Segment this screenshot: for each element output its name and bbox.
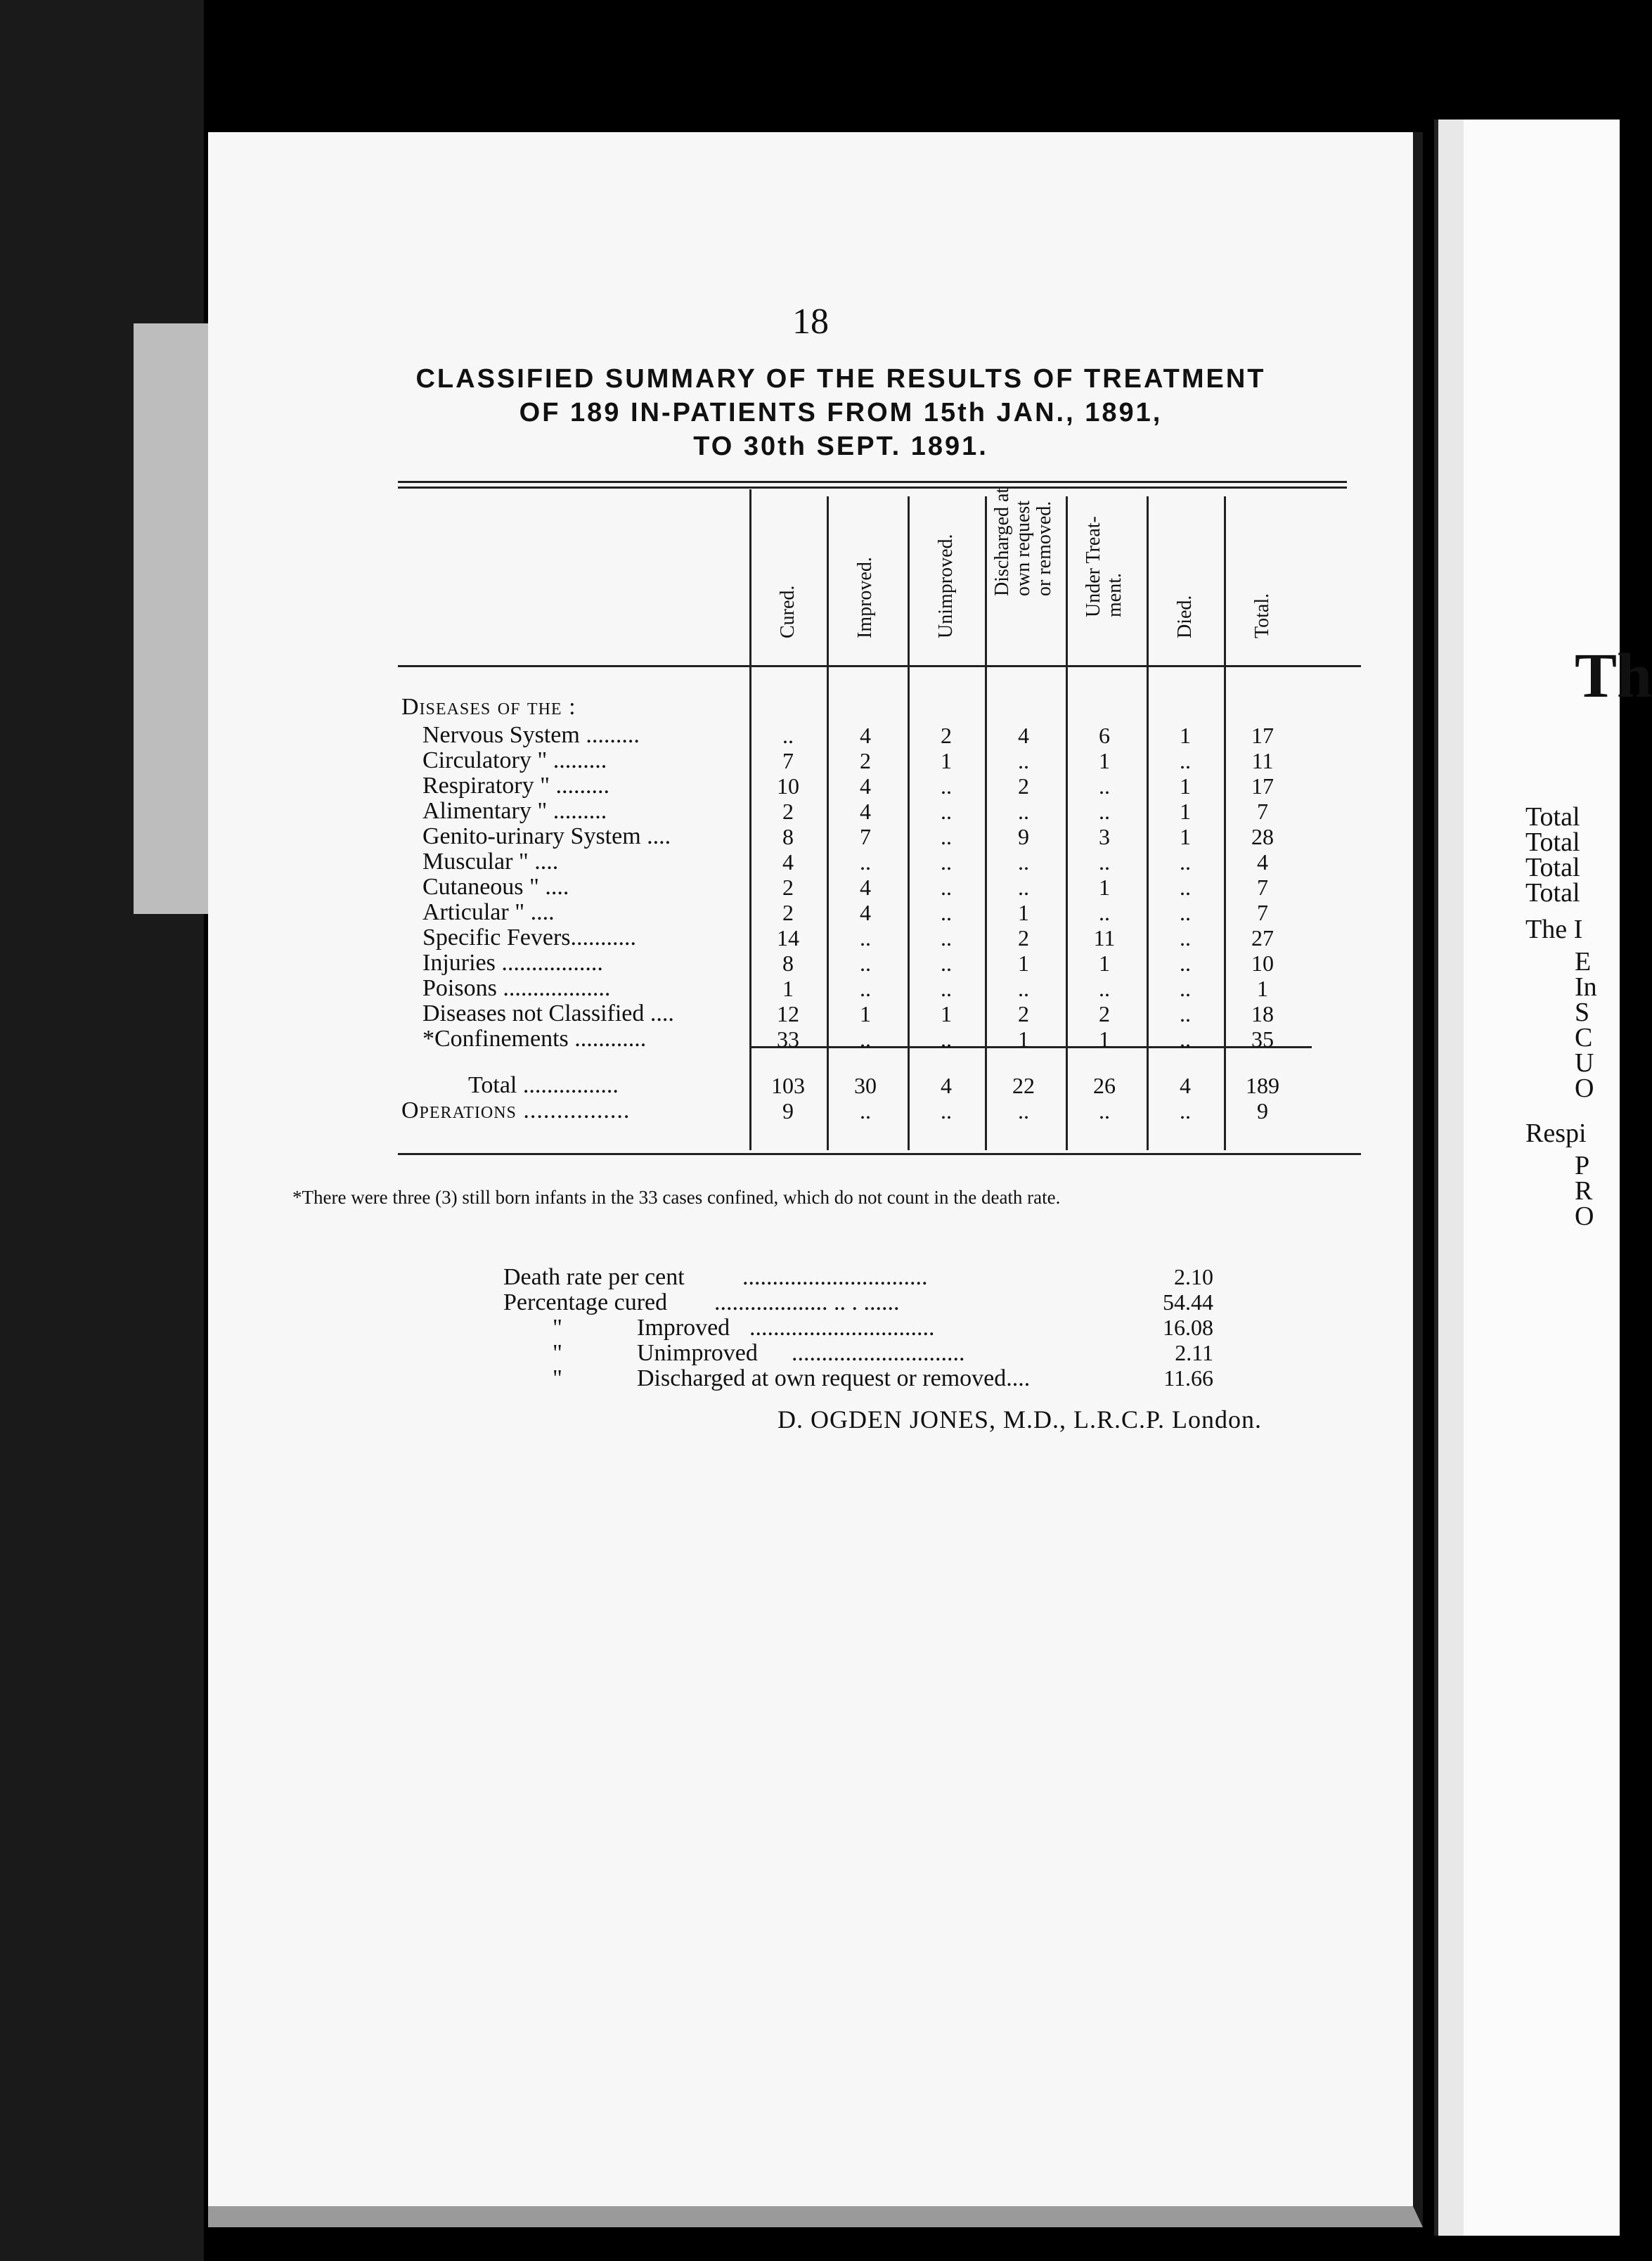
table-row-cell: 2 [782,799,794,824]
facing-page-line: C [1575,1023,1593,1052]
table-row-label: Poisons .................. [422,975,611,1001]
table-row-cell: 1 [860,1001,871,1026]
facing-page-line: In [1575,972,1597,1002]
table-row-cell: .. [1018,799,1029,824]
operations-row-cell: 9 [1257,1098,1268,1123]
table-row-cell: .. [1180,875,1191,900]
table-row-cell: 1 [1018,951,1029,976]
table-row-cell: .. [941,1026,952,1052]
facing-page-line: P [1575,1151,1590,1180]
stat-value: 2.10 [1174,1264,1213,1289]
column-header-label: Under Treat- ment. [1083,516,1125,617]
table-row-cell: .. [860,849,871,875]
table-row-cell: 10 [1251,951,1274,976]
table-row-cell: 8 [782,824,794,849]
table-row-cell: 7 [1257,799,1268,824]
total-row-cell: 4 [1180,1073,1191,1098]
table-row-cell: .. [1180,900,1191,925]
stat-prefix: Death rate per cent [503,1264,685,1290]
table-row-cell: 4 [860,773,871,799]
table-row-cell: 10 [777,773,799,799]
table-row-cell: 2 [1018,773,1029,799]
stat-prefix: " [553,1315,562,1341]
facing-page-line: O [1575,1202,1594,1231]
total-row-cell: 189 [1246,1073,1279,1098]
table-row-cell: .. [1099,773,1110,799]
table-row-cell: .. [1018,748,1029,773]
table-row-cell: 2 [860,748,871,773]
table-row-cell: 1 [1257,976,1268,1001]
table-row-cell: 2 [1018,1001,1029,1026]
page-number: 18 [792,302,829,342]
table-rule [398,665,1361,667]
table-row-cell: 17 [1251,773,1274,799]
table-row-cell: .. [1099,900,1110,925]
book-spine [1434,120,1464,2236]
table-row-cell: 4 [782,849,794,875]
stat-leader-dots: ............................... [742,1264,928,1290]
page-title-line-3: TO 30th SEPT. 1891. [693,432,988,461]
table-row-label: Cutaneous " .... [422,874,569,900]
table-row-cell: 1 [1018,1026,1029,1052]
table-row-cell: 28 [1251,824,1274,849]
total-row-cell: 26 [1093,1073,1116,1098]
table-row-cell: 2 [941,723,952,748]
table-row-cell: .. [941,799,952,824]
facing-page-line: O [1575,1074,1594,1103]
stat-prefix: " [553,1340,562,1366]
table-row-cell: 3 [1099,824,1110,849]
table-row-cell: .. [941,925,952,951]
table-row-cell: 1 [1099,951,1110,976]
facing-page-line: Total [1525,878,1580,908]
table-row-cell: .. [1099,799,1110,824]
table-row-cell: 1 [1180,773,1191,799]
facing-page-line: Total [1525,802,1580,832]
table-row-cell: 1 [1018,900,1029,925]
table-row-cell: 9 [1018,824,1029,849]
table-row-label: Muscular " .... [422,849,559,875]
table-row-label: Circulatory " ......... [422,747,607,773]
table-row-cell: 4 [1257,849,1268,875]
document-page [208,132,1423,2227]
total-row-label: Total ................ [468,1072,619,1098]
stat-value: 11.66 [1163,1365,1213,1391]
total-row-cell: 30 [854,1073,877,1098]
table-row-cell: 14 [777,925,799,951]
table-row-cell: .. [941,951,952,976]
table-row-cell: 7 [860,824,871,849]
facing-page-line: Respi [1525,1119,1587,1148]
stat-label: Discharged at own request or removed.... [637,1365,1031,1391]
page-title-line-2: OF 189 IN-PATIENTS FROM 15th JAN., 1891, [519,398,1163,427]
table-row-cell: .. [1180,1001,1191,1026]
table-row-cell: 8 [782,951,794,976]
table-row-cell: 1 [782,976,794,1001]
table-row-cell: 4 [860,799,871,824]
operations-row-cell: .. [860,1098,871,1123]
stat-label: Improved [637,1315,730,1341]
column-header [749,498,827,659]
table-row-cell: .. [1018,875,1029,900]
facing-page-line: U [1575,1048,1594,1078]
table-row-cell: .. [941,824,952,849]
column-header [827,498,904,659]
table-row-cell: 4 [860,723,871,748]
table-row-cell: 4 [860,875,871,900]
table-row-cell: 27 [1251,925,1274,951]
table-row-cell: .. [860,951,871,976]
table-row-label: Nervous System ......... [422,722,640,748]
table-row-cell: 2 [782,900,794,925]
page-title-line-1: CLASSIFIED SUMMARY OF THE RESULTS OF TREATMENT [415,364,1266,394]
stat-leader-dots: ................... .. . ...... [714,1289,900,1315]
table-row-cell: .. [1180,1026,1191,1052]
table-row-cell: .. [860,925,871,951]
stat-prefix: " [553,1365,562,1391]
table-rule [398,487,1347,489]
total-row-cell: 4 [941,1073,952,1098]
table-row-cell: .. [860,1026,871,1052]
table-row-cell: .. [1180,976,1191,1001]
table-rule [398,1153,1361,1155]
column-header-label: Cured. [777,585,799,638]
table-row-cell: .. [941,875,952,900]
table-row-cell: 4 [1018,723,1029,748]
table-row-cell: 11 [1251,748,1274,773]
table-row-cell: .. [941,849,952,875]
table-row-cell: 2 [1099,1001,1110,1026]
operations-row-cell: .. [1180,1098,1191,1123]
column-header [985,487,1062,659]
table-row-cell: 1 [1099,1026,1110,1052]
table-row-cell: 17 [1251,723,1274,748]
table-row-label: Diseases not Classified .... [422,1000,674,1026]
scan-background-band [134,323,211,914]
facing-page-line: Total [1525,827,1580,857]
stat-leader-dots: ............................. [792,1340,965,1366]
table-row-cell: .. [1099,976,1110,1001]
signature: D. OGDEN JONES, M.D., L.R.C.P. London. [777,1405,1263,1434]
column-header [1224,498,1301,659]
stat-value: 16.08 [1163,1315,1213,1340]
facing-page-line: R [1575,1176,1593,1206]
table-row-cell: 1 [1180,799,1191,824]
table-row-cell: .. [1180,748,1191,773]
facing-page [1434,120,1652,2236]
facing-page-line: Total [1525,853,1580,882]
column-header-label: Total. [1251,593,1273,638]
table-row-cell: .. [1180,925,1191,951]
total-row-cell: 22 [1012,1073,1035,1098]
table-row-cell: .. [941,900,952,925]
table-row-label: Genito-urinary System .... [422,823,671,849]
operations-row-cell: .. [1018,1098,1029,1123]
table-row-label: Injuries ................. [422,950,603,976]
table-row-label: *Confinements ............ [422,1026,647,1052]
table-row-cell: 18 [1251,1001,1274,1026]
operations-row-cell: 9 [782,1098,794,1123]
table-row-cell: 7 [1257,875,1268,900]
table-row-cell: 35 [1251,1026,1274,1052]
table-row-cell: .. [941,773,952,799]
table-row-cell: .. [1180,951,1191,976]
facing-page-line: S [1575,998,1590,1027]
column-header [1066,498,1143,659]
facing-page-line: The I [1525,915,1583,944]
facing-page-initial: Th [1575,641,1652,711]
stat-label: Unimproved [637,1340,758,1366]
table-row-cell: .. [941,976,952,1001]
table-row-cell: 33 [777,1026,799,1052]
operations-row-cell: .. [941,1098,952,1123]
table-row-cell: .. [782,723,794,748]
table-row-cell: .. [1018,976,1029,1001]
table-row-cell: 2 [1018,925,1029,951]
stat-prefix: Percentage cured [503,1289,668,1315]
table-rule [398,481,1347,483]
column-header [1147,498,1224,659]
table-row-cell: 2 [782,875,794,900]
table-row-label: Specific Fevers........... [422,925,637,951]
column-header-label: Discharged at own request or removed. [991,487,1055,596]
table-row-cell: 1 [941,1001,952,1026]
table-row-label: Respiratory " ......... [422,773,610,799]
table-row-cell: 6 [1099,723,1110,748]
section-header: Diseases of the : [401,694,576,720]
table-row-cell: .. [1099,849,1110,875]
table-row-cell: .. [1018,849,1029,875]
stat-value: 2.11 [1175,1340,1213,1365]
table-row-cell: 12 [777,1001,799,1026]
table-row-cell: 1 [1180,723,1191,748]
footnote: *There were three (3) still born infants in the 33 cases confined, which do not count in the death rate. [292,1187,1061,1208]
table-row-cell: 1 [1099,875,1110,900]
table-row-cell: .. [860,976,871,1001]
table-row-label: Alimentary " ......... [422,798,607,824]
operations-row-cell: .. [1099,1098,1110,1123]
stat-leader-dots: ............................... [749,1315,935,1341]
table-row-label: Articular " .... [422,899,555,925]
table-row-cell: 1 [941,748,952,773]
table-row-cell: 1 [1099,748,1110,773]
total-row-cell: 103 [771,1073,805,1098]
table-row-cell: .. [1180,849,1191,875]
operations-row-label: Operations ................ [401,1097,631,1123]
column-header-label: Died. [1174,595,1196,638]
stat-value: 54.44 [1163,1289,1213,1315]
table-row-cell: 7 [1257,900,1268,925]
table-row-cell: 11 [1093,925,1116,951]
column-header-label: Improved. [854,557,876,638]
column-header [908,498,985,659]
column-header-label: Unimproved. [935,534,957,638]
table-row-cell: 4 [860,900,871,925]
table-row-cell: 7 [782,748,794,773]
table-row-cell: 1 [1180,824,1191,849]
facing-page-line: E [1575,947,1592,977]
